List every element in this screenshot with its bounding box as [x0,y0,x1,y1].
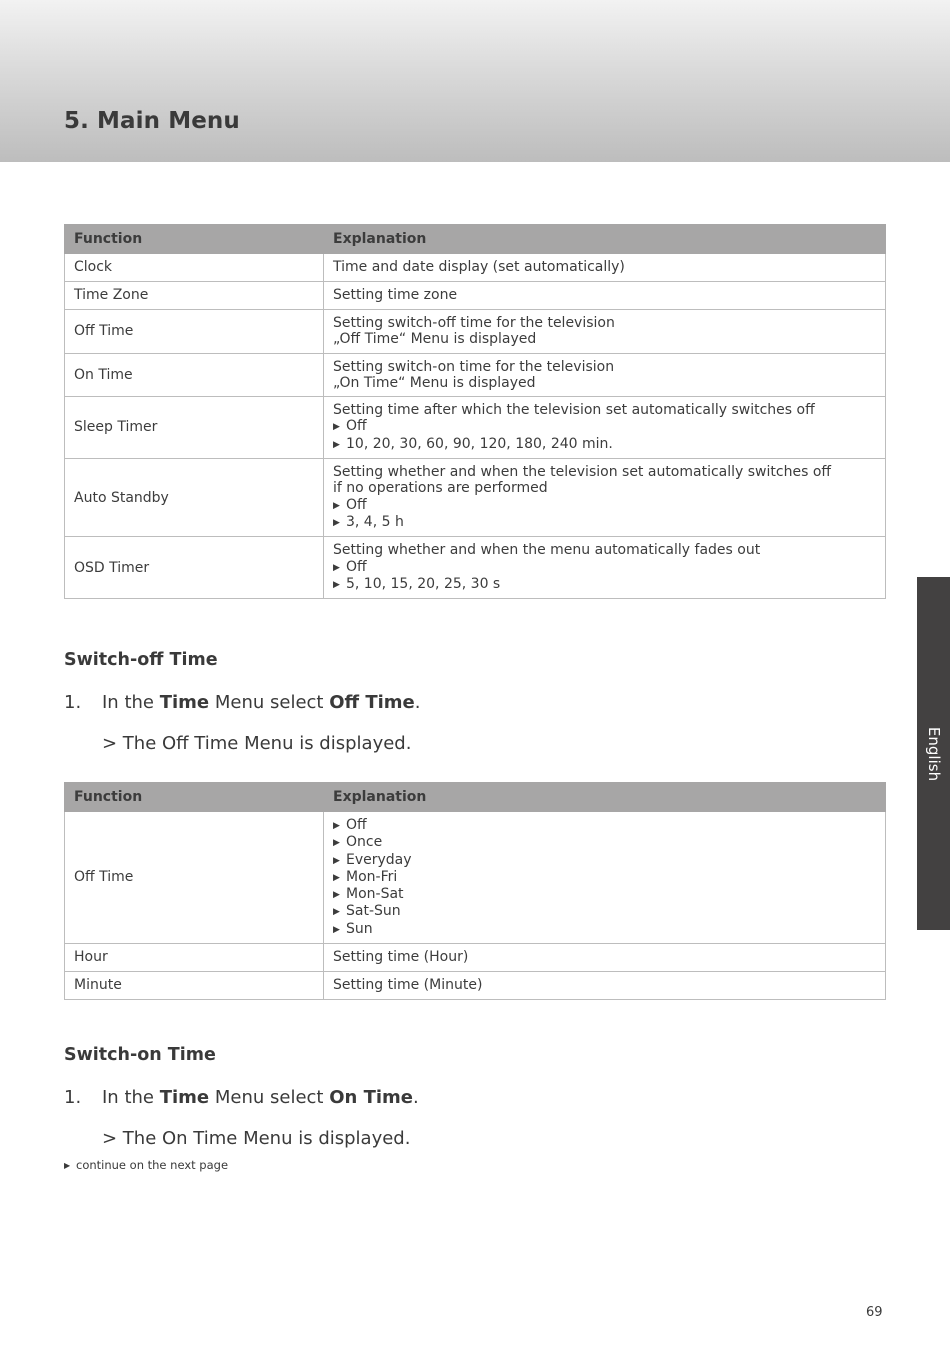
bullet-option [333,436,876,453]
switch-off-result: > The Off Time Menu is displayed. [102,733,412,754]
explanation-cell [324,972,886,1000]
table-row [65,282,886,310]
function-cell: Clock [65,254,324,282]
switch-on-step-1 [64,1087,419,1108]
table-header-row [65,783,886,812]
language-label: English [924,726,943,781]
step-item-name: Off Time [329,692,415,713]
page-header [0,0,950,162]
triangle-right-icon: ▶ [333,907,340,918]
explanation-cell [324,944,886,972]
table-header-row [65,225,886,254]
line-text: Off [346,558,367,575]
function-cell: On Time [65,353,324,397]
explanation-cell [324,459,886,537]
function-cell: Sleep Timer [65,397,324,459]
line-text: Off [346,817,367,833]
line-text: Once [346,834,383,851]
bullet-option [333,852,876,869]
triangle-right-icon: ▶ [333,562,340,573]
step-text-mid: Menu select [209,692,330,713]
bullet-option [333,921,876,938]
function-table-main-menu [64,224,886,599]
table-row [65,812,886,944]
line-text: Setting whether and when the menu automatically fades out [333,542,761,559]
triangle-right-icon: ▶ [333,517,340,528]
switch-on-time-heading: Switch-on Time [64,1045,216,1065]
line-text: Mon-Sat [346,886,404,903]
step-number: 1. [64,1087,82,1108]
explanation-cell [324,310,886,354]
step-text-pre: In the [102,1087,160,1108]
triangle-right-icon: ▶ [333,890,340,901]
explanation-cell [324,353,886,397]
line-text: Off [346,418,367,435]
line-text: Sun [346,920,373,937]
line-text: Setting whether and when the television set automatically switches off [333,464,832,481]
line-text: Setting switch-off time for the television [333,315,615,331]
line-text: Everyday [346,851,412,868]
step-text-mid: Menu select [209,1087,330,1108]
line-text: „On Time“ Menu is displayed [333,374,536,391]
line-text: 3, 4, 5 h [346,513,404,530]
function-cell: Minute [65,972,324,1000]
function-cell: Hour [65,944,324,972]
page-number: 69 [866,1305,883,1320]
bullet-option [333,514,876,531]
function-cell: Off Time [65,310,324,354]
table-row [65,353,886,397]
step-text-post: . [414,692,421,713]
explanation-line [333,464,876,480]
table-row [65,972,886,1000]
step-text-pre: In the [102,692,160,713]
explanation-cell [324,397,886,459]
explanation-line [333,542,876,558]
bullet-option [333,886,876,903]
bullet-option [333,418,876,435]
function-cell: Off Time [65,812,324,944]
step-text-post: . [413,1087,419,1108]
explanation-line [333,259,876,275]
line-text: if no operations are performed [333,480,548,497]
function-cell: Time Zone [65,282,324,310]
explanation-line [333,315,876,331]
column-header-function: Function [65,783,324,812]
triangle-right-icon: ▶ [333,838,340,849]
bullet-option [333,817,876,834]
explanation-line [333,977,876,993]
step-menu-name: Time [159,1087,210,1108]
switch-off-step-1 [64,692,421,713]
explanation-line [333,375,876,391]
step-number: 1. [64,692,82,713]
line-text: Sat-Sun [346,903,401,920]
explanation-cell [324,537,886,599]
continue-note [64,1158,228,1172]
triangle-right-icon: ▶ [333,872,340,883]
explanation-line [333,949,876,965]
column-header-function: Function [65,225,324,254]
bullet-option [333,497,876,514]
triangle-right-icon: ▶ [333,422,340,433]
line-text: „Off Time“ Menu is displayed [333,331,537,348]
function-cell: OSD Timer [65,537,324,599]
page-title: 5. Main Menu [64,108,240,134]
explanation-line [333,402,876,418]
triangle-right-icon: ▶ [64,1161,71,1170]
explanation-cell [324,812,886,944]
column-header-explanation: Explanation [324,783,886,812]
line-text: Setting time zone [333,287,458,304]
line-text: 5, 10, 15, 20, 25, 30 s [346,575,501,592]
table-row [65,397,886,459]
explanation-line [333,480,876,496]
language-side-tab [917,577,950,930]
line-text: 10, 20, 30, 60, 90, 120, 180, 240 min. [346,435,613,452]
triangle-right-icon: ▶ [333,439,340,450]
explanation-cell [324,254,886,282]
line-text: Mon-Fri [346,868,398,885]
table-row [65,537,886,599]
step-item-name: On Time [329,1087,413,1108]
continue-text: continue on the next page [76,1158,229,1172]
explanation-line [333,331,876,347]
explanation-line [333,359,876,375]
line-text: Setting time (Minute) [333,977,483,994]
bullet-option [333,559,876,576]
triangle-right-icon: ▶ [333,500,340,511]
triangle-right-icon: ▶ [333,579,340,590]
triangle-right-icon: ▶ [333,924,340,935]
explanation-cell [324,282,886,310]
bullet-option [333,869,876,886]
bullet-option [333,834,876,851]
bullet-option [333,576,876,593]
step-menu-name: Time [159,692,210,713]
table-row [65,310,886,354]
switch-on-result: > The On Time Menu is displayed. [102,1128,411,1149]
table-row [65,459,886,537]
line-text: Setting time (Hour) [333,949,469,966]
line-text: Setting switch-on time for the television [333,358,615,375]
function-cell: Auto Standby [65,459,324,537]
function-table-off-time [64,782,886,1000]
line-text: Off [346,496,367,513]
table-row [65,944,886,972]
triangle-right-icon: ▶ [333,821,340,831]
line-text: Setting time after which the television set automatically switches off [333,402,815,419]
line-text: Time and date display (set automatically) [333,259,625,276]
bullet-option [333,903,876,920]
switch-off-time-heading: Switch-off Time [64,650,218,670]
table-row [65,254,886,282]
triangle-right-icon: ▶ [333,855,340,866]
explanation-line [333,287,876,303]
column-header-explanation: Explanation [324,225,886,254]
